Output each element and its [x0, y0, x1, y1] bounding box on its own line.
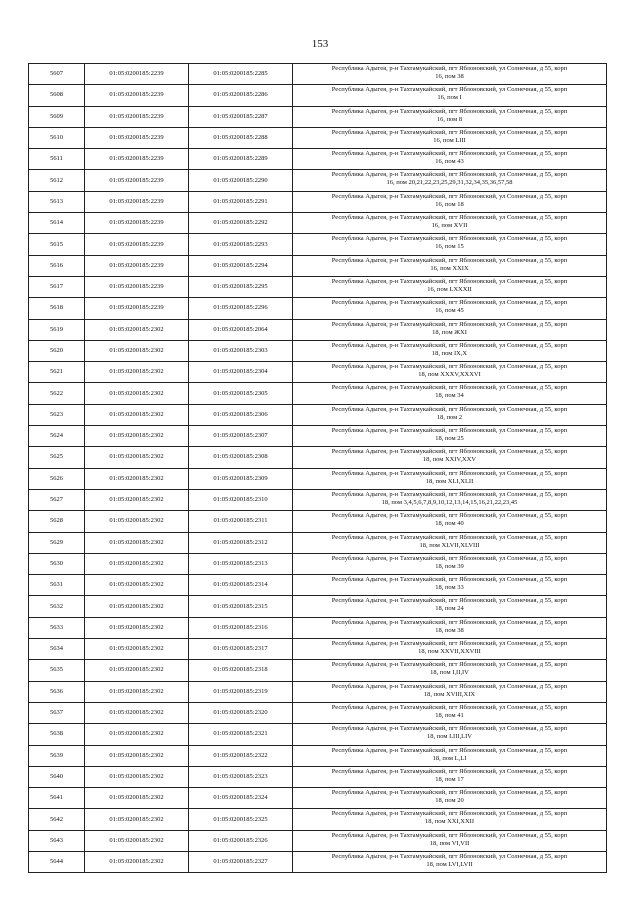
row-number-cell: 5642 — [29, 809, 85, 830]
parent-cadastral-number-cell: 01:05:0200185:2302 — [85, 596, 189, 617]
parent-cadastral-number-cell: 01:05:0200185:2302 — [85, 362, 189, 383]
row-number-cell: 5633 — [29, 617, 85, 638]
parent-cadastral-number-cell: 01:05:0200185:2302 — [85, 426, 189, 447]
object-cadastral-number-cell: 01:05:0200185:2286 — [189, 85, 293, 106]
object-cadastral-number-cell: 01:05:0200185:2327 — [189, 851, 293, 872]
object-cadastral-number-cell: 01:05:0200185:2320 — [189, 702, 293, 723]
table-row — [29, 362, 607, 383]
row-number-cell: 5631 — [29, 575, 85, 596]
row-number-cell: 5619 — [29, 319, 85, 340]
parent-cadastral-number-cell: 01:05:0200185:2239 — [85, 213, 189, 234]
table-body — [29, 64, 607, 873]
address-line-1: Республика Адыгея, р-н Тахтамукайский, пгт Яблоновский, ул Солнечная, д 55, корп — [331, 682, 568, 690]
table-row — [29, 596, 607, 617]
address-line-2: 18, пом VI,VII — [429, 839, 470, 847]
table-row — [29, 809, 607, 830]
table-row — [29, 255, 607, 276]
parent-cadastral-number-cell: 01:05:0200185:2302 — [85, 468, 189, 489]
row-number-cell: 5628 — [29, 511, 85, 532]
table-row — [29, 788, 607, 809]
object-cadastral-number-cell: 01:05:0200185:2291 — [189, 191, 293, 212]
address-line-2: 18, пом 3,4,5,6,7,8,9,10,12,13,14,15,16,21,22,23,45 — [381, 498, 518, 506]
object-cadastral-number-cell: 01:05:0200185:2303 — [189, 340, 293, 361]
object-cadastral-number-cell: 01:05:0200185:2312 — [189, 532, 293, 553]
table-row — [29, 170, 607, 191]
table-row — [29, 447, 607, 468]
row-number-cell: 5644 — [29, 851, 85, 872]
address-line-2: 16, пом 43 — [435, 158, 464, 166]
object-cadastral-number-cell: 01:05:0200185:2305 — [189, 383, 293, 404]
object-cadastral-number-cell: 01:05:0200185:2324 — [189, 788, 293, 809]
row-number-cell: 5637 — [29, 702, 85, 723]
parent-cadastral-number-cell: 01:05:0200185:2302 — [85, 404, 189, 425]
address-line-2: 18, пом LIII,LIV — [426, 733, 472, 741]
address-line-1: Республика Адыгея, р-н Тахтамукайский, пгт Яблоновский, ул Солнечная, д 55, корп — [331, 789, 568, 797]
address-line-2: 16, пом LXXXII — [427, 285, 472, 293]
address-line-1: Республика Адыгея, р-н Тахтамукайский, пгт Яблоновский, ул Солнечная, д 55, корп — [331, 405, 568, 413]
row-number-cell: 5629 — [29, 532, 85, 553]
table-row — [29, 276, 607, 297]
parent-cadastral-number-cell: 01:05:0200185:2239 — [85, 191, 189, 212]
address-line-1: Республика Адыгея, р-н Тахтамукайский, пгт Яблоновский, ул Солнечная, д 55, корп — [331, 427, 568, 435]
address-line-2: 18, пом XLI,XLII — [425, 477, 474, 485]
parent-cadastral-number-cell: 01:05:0200185:2302 — [85, 681, 189, 702]
address-line-1: Республика Адыгея, р-н Тахтамукайский, пгт Яблоновский, ул Солнечная, д 55, корп — [331, 490, 568, 498]
address-cell — [293, 276, 607, 297]
parent-cadastral-number-cell: 01:05:0200185:2302 — [85, 639, 189, 660]
parent-cadastral-number-cell: 01:05:0200185:2302 — [85, 319, 189, 340]
address-line-1: Республика Адыгея, р-н Тахтамукайский, пгт Яблоновский, ул Солнечная, д 55, корп — [331, 107, 568, 115]
row-number-cell: 5627 — [29, 489, 85, 510]
table-row — [29, 213, 607, 234]
object-cadastral-number-cell: 01:05:0200185:2323 — [189, 766, 293, 787]
object-cadastral-number-cell: 01:05:0200185:2316 — [189, 617, 293, 638]
address-line-2: 18, пом 17 — [435, 775, 464, 783]
table-row — [29, 617, 607, 638]
object-cadastral-number-cell: 01:05:0200185:2319 — [189, 681, 293, 702]
object-cadastral-number-cell: 01:05:0200185:2292 — [189, 213, 293, 234]
object-cadastral-number-cell: 01:05:0200185:2315 — [189, 596, 293, 617]
row-number-cell: 5618 — [29, 298, 85, 319]
address-cell — [293, 532, 607, 553]
address-line-1: Республика Адыгея, р-н Тахтамукайский, пгт Яблоновский, ул Солнечная, д 55, корп — [331, 767, 568, 775]
row-number-cell: 5614 — [29, 213, 85, 234]
parent-cadastral-number-cell: 01:05:0200185:2302 — [85, 851, 189, 872]
table-row — [29, 106, 607, 127]
address-line-1: Республика Адыгея, р-н Тахтамукайский, пгт Яблоновский, ул Солнечная, д 55, корп — [331, 277, 568, 285]
address-cell — [293, 319, 607, 340]
address-line-1: Республика Адыгея, р-н Тахтамукайский, пгт Яблоновский, ул Солнечная, д 55, корп — [331, 640, 568, 648]
address-cell — [293, 106, 607, 127]
address-cell — [293, 851, 607, 872]
object-cadastral-number-cell: 01:05:0200185:2321 — [189, 724, 293, 745]
parent-cadastral-number-cell: 01:05:0200185:2302 — [85, 830, 189, 851]
table-row — [29, 149, 607, 170]
address-line-1: Республика Адыгея, р-н Тахтамукайский, пгт Яблоновский, ул Солнечная, д 55, корп — [331, 384, 568, 392]
page-number: 153 — [311, 38, 329, 50]
address-cell — [293, 383, 607, 404]
address-line-1: Республика Адыгея, р-н Тахтамукайский, пгт Яблоновский, ул Солнечная, д 55, корп — [331, 831, 568, 839]
table-row — [29, 851, 607, 872]
address-line-2: 18, пом 40 — [435, 520, 464, 528]
address-cell — [293, 745, 607, 766]
parent-cadastral-number-cell: 01:05:0200185:2239 — [85, 64, 189, 85]
address-line-2: 16, пом XVII — [431, 222, 468, 230]
address-line-1: Республика Адыгея, р-н Тахтамукайский, пгт Яблоновский, ул Солнечная, д 55, корп — [331, 299, 568, 307]
parent-cadastral-number-cell: 01:05:0200185:2302 — [85, 766, 189, 787]
parent-cadastral-number-cell: 01:05:0200185:2239 — [85, 255, 189, 276]
table-row — [29, 127, 607, 148]
address-line-2: 18, пом IX,X — [431, 349, 468, 357]
object-cadastral-number-cell: 01:05:0200185:2307 — [189, 426, 293, 447]
address-line-1: Республика Адыгея, р-н Тахтамукайский, пгт Яблоновский, ул Солнечная, д 55, корп — [331, 597, 568, 605]
table-row — [29, 340, 607, 361]
address-line-1: Республика Адыгея, р-н Тахтамукайский, пгт Яблоновский, ул Солнечная, д 55, корп — [331, 703, 568, 711]
parent-cadastral-number-cell: 01:05:0200185:2239 — [85, 298, 189, 319]
address-cell — [293, 468, 607, 489]
address-line-2: 18, пом XXI,XXII — [425, 818, 474, 826]
address-line-1: Республика Адыгея, р-н Тахтамукайский, пгт Яблоновский, ул Солнечная, д 55, корп — [331, 618, 568, 626]
table-row — [29, 234, 607, 255]
address-line-2: 18, пом XXVII,XXVIII — [418, 648, 481, 656]
object-cadastral-number-cell: 01:05:0200185:2295 — [189, 276, 293, 297]
object-cadastral-number-cell: 01:05:0200185:2288 — [189, 127, 293, 148]
object-cadastral-number-cell: 01:05:0200185:2296 — [189, 298, 293, 319]
address-line-2: 16, пом 8 — [436, 115, 463, 123]
row-number-cell: 5624 — [29, 426, 85, 447]
address-cell — [293, 681, 607, 702]
address-line-1: Республика Адыгея, р-н Тахтамукайский, пгт Яблоновский, ул Солнечная, д 55, корп — [331, 150, 568, 158]
row-number-cell: 5634 — [29, 639, 85, 660]
parent-cadastral-number-cell: 01:05:0200185:2302 — [85, 660, 189, 681]
address-cell — [293, 511, 607, 532]
object-cadastral-number-cell: 01:05:0200185:2322 — [189, 745, 293, 766]
address-line-1: Республика Адыгея, р-н Тахтамукайский, пгт Яблоновский, ул Солнечная, д 55, корп — [331, 533, 568, 541]
table-row — [29, 298, 607, 319]
parent-cadastral-number-cell: 01:05:0200185:2302 — [85, 340, 189, 361]
address-cell — [293, 596, 607, 617]
object-cadastral-number-cell: 01:05:0200185:2309 — [189, 468, 293, 489]
property-register-table — [28, 63, 607, 873]
table-row — [29, 766, 607, 787]
parent-cadastral-number-cell: 01:05:0200185:2239 — [85, 127, 189, 148]
address-line-1: Республика Адыгея, р-н Тахтамукайский, пгт Яблоновский, ул Солнечная, д 55, корп — [331, 512, 568, 520]
address-line-2: 16, пом 45 — [435, 307, 464, 315]
address-line-2: 18, пом ЖXI — [432, 328, 467, 336]
address-line-2: 18, пом 33 — [435, 584, 464, 592]
address-line-1: Республика Адыгея, р-н Тахтамукайский, пгт Яблоновский, ул Солнечная, д 55, корп — [331, 256, 568, 264]
row-number-cell: 5625 — [29, 447, 85, 468]
address-cell — [293, 489, 607, 510]
parent-cadastral-number-cell: 01:05:0200185:2239 — [85, 85, 189, 106]
address-line-1: Республика Адыгея, р-н Тахтамукайский, пгт Яблоновский, ул Солнечная, д 55, корп — [331, 171, 568, 179]
object-cadastral-number-cell: 01:05:0200185:2304 — [189, 362, 293, 383]
parent-cadastral-number-cell: 01:05:0200185:2302 — [85, 511, 189, 532]
address-cell — [293, 404, 607, 425]
address-line-2: 18, пом 24 — [435, 605, 464, 613]
address-line-1: Республика Адыгея, р-н Тахтамукайский, пгт Яблоновский, ул Солнечная, д 55, корп — [331, 235, 568, 243]
object-cadastral-number-cell: 01:05:0200185:2326 — [189, 830, 293, 851]
object-cadastral-number-cell: 01:05:0200185:2308 — [189, 447, 293, 468]
row-number-cell: 5623 — [29, 404, 85, 425]
parent-cadastral-number-cell: 01:05:0200185:2302 — [85, 724, 189, 745]
object-cadastral-number-cell: 01:05:0200185:2294 — [189, 255, 293, 276]
object-cadastral-number-cell: 01:05:0200185:2311 — [189, 511, 293, 532]
object-cadastral-number-cell: 01:05:0200185:2314 — [189, 575, 293, 596]
table-row — [29, 64, 607, 85]
address-line-2: 16, пом I — [437, 94, 462, 102]
row-number-cell: 5621 — [29, 362, 85, 383]
address-cell — [293, 255, 607, 276]
address-line-2: 18, пом XXIV,XXV — [422, 456, 477, 464]
address-cell — [293, 724, 607, 745]
address-line-2: 18, пом 2 — [436, 413, 463, 421]
parent-cadastral-number-cell: 01:05:0200185:2239 — [85, 149, 189, 170]
parent-cadastral-number-cell: 01:05:0200185:2302 — [85, 745, 189, 766]
address-line-2: 16, пом XXIX — [430, 264, 469, 272]
row-number-cell: 5608 — [29, 85, 85, 106]
parent-cadastral-number-cell: 01:05:0200185:2302 — [85, 447, 189, 468]
address-line-2: 18, пом 38 — [435, 626, 464, 634]
table-row — [29, 553, 607, 574]
address-cell — [293, 575, 607, 596]
object-cadastral-number-cell: 01:05:0200185:2064 — [189, 319, 293, 340]
object-cadastral-number-cell: 01:05:0200185:2317 — [189, 639, 293, 660]
address-cell — [293, 830, 607, 851]
address-line-1: Республика Адыгея, р-н Тахтамукайский, пгт Яблоновский, ул Солнечная, д 55, корп — [331, 192, 568, 200]
object-cadastral-number-cell: 01:05:0200185:2306 — [189, 404, 293, 425]
table-row — [29, 511, 607, 532]
address-line-2: 16, пом 20,21,22,23,25,29,31,32,34,35,36,57,58 — [386, 179, 513, 187]
parent-cadastral-number-cell: 01:05:0200185:2302 — [85, 553, 189, 574]
row-number-cell: 5610 — [29, 127, 85, 148]
parent-cadastral-number-cell: 01:05:0200185:2239 — [85, 234, 189, 255]
row-number-cell: 5638 — [29, 724, 85, 745]
address-line-1: Республика Адыгея, р-н Тахтамукайский, пгт Яблоновский, ул Солнечная, д 55, корп — [331, 448, 568, 456]
object-cadastral-number-cell: 01:05:0200185:2287 — [189, 106, 293, 127]
address-line-1: Республика Адыгея, р-н Тахтамукайский, пгт Яблоновский, ул Солнечная, д 55, корп — [331, 576, 568, 584]
row-number-cell: 5641 — [29, 788, 85, 809]
address-cell — [293, 809, 607, 830]
address-cell — [293, 127, 607, 148]
address-cell — [293, 617, 607, 638]
parent-cadastral-number-cell: 01:05:0200185:2302 — [85, 617, 189, 638]
row-number-cell: 5615 — [29, 234, 85, 255]
address-line-2: 18, пом XLVII,XLVIII — [419, 541, 480, 549]
table-row — [29, 489, 607, 510]
table-row — [29, 191, 607, 212]
address-line-1: Республика Адыгея, р-н Тахтамукайский, пгт Яблоновский, ул Солнечная, д 55, корп — [331, 341, 568, 349]
address-line-2: 18, пом L,LI — [432, 754, 467, 762]
row-number-cell: 5607 — [29, 64, 85, 85]
row-number-cell: 5620 — [29, 340, 85, 361]
address-line-1: Республика Адыгея, р-н Тахтамукайский, пгт Яблоновский, ул Солнечная, д 55, корп — [331, 725, 568, 733]
row-number-cell: 5643 — [29, 830, 85, 851]
address-line-2: 18, пом LVI,LVII — [426, 860, 473, 868]
parent-cadastral-number-cell: 01:05:0200185:2239 — [85, 106, 189, 127]
address-line-1: Республика Адыгея, р-н Тахтамукайский, пгт Яблоновский, ул Солнечная, д 55, корп — [331, 363, 568, 371]
row-number-cell: 5609 — [29, 106, 85, 127]
row-number-cell: 5612 — [29, 170, 85, 191]
parent-cadastral-number-cell: 01:05:0200185:2302 — [85, 575, 189, 596]
row-number-cell: 5622 — [29, 383, 85, 404]
table-row — [29, 532, 607, 553]
address-line-1: Республика Адыгея, р-н Тахтамукайский, пгт Яблоновский, ул Солнечная, д 55, корп — [331, 214, 568, 222]
address-cell — [293, 553, 607, 574]
row-number-cell: 5635 — [29, 660, 85, 681]
address-line-2: 16, пом 18 — [435, 200, 464, 208]
address-line-1: Республика Адыгея, р-н Тахтамукайский, пгт Яблоновский, ул Солнечная, д 55, корп — [331, 320, 568, 328]
table-row — [29, 468, 607, 489]
address-line-2: 18, пом I,II,IV — [430, 669, 469, 677]
address-cell — [293, 340, 607, 361]
table-row — [29, 745, 607, 766]
address-cell — [293, 149, 607, 170]
object-cadastral-number-cell: 01:05:0200185:2325 — [189, 809, 293, 830]
table-row — [29, 404, 607, 425]
object-cadastral-number-cell: 01:05:0200185:2313 — [189, 553, 293, 574]
address-cell — [293, 362, 607, 383]
row-number-cell: 5639 — [29, 745, 85, 766]
row-number-cell: 5611 — [29, 149, 85, 170]
row-number-cell: 5613 — [29, 191, 85, 212]
address-line-1: Республика Адыгея, р-н Тахтамукайский, пгт Яблоновский, ул Солнечная, д 55, корп — [331, 810, 568, 818]
address-line-1: Республика Адыгея, р-н Тахтамукайский, пгт Яблоновский, ул Солнечная, д 55, корп — [331, 661, 568, 669]
address-cell — [293, 639, 607, 660]
address-line-2: 18, пом 25 — [435, 435, 464, 443]
table-row — [29, 681, 607, 702]
parent-cadastral-number-cell: 01:05:0200185:2302 — [85, 383, 189, 404]
table-row — [29, 85, 607, 106]
table-row — [29, 426, 607, 447]
object-cadastral-number-cell: 01:05:0200185:2293 — [189, 234, 293, 255]
row-number-cell: 5636 — [29, 681, 85, 702]
row-number-cell: 5617 — [29, 276, 85, 297]
row-number-cell: 5616 — [29, 255, 85, 276]
address-cell — [293, 170, 607, 191]
row-number-cell: 5632 — [29, 596, 85, 617]
object-cadastral-number-cell: 01:05:0200185:2285 — [189, 64, 293, 85]
parent-cadastral-number-cell: 01:05:0200185:2302 — [85, 489, 189, 510]
address-cell — [293, 788, 607, 809]
address-line-1: Республика Адыгея, р-н Тахтамукайский, пгт Яблоновский, ул Солнечная, д 55, корп — [331, 65, 568, 72]
address-line-1: Республика Адыгея, р-н Тахтамукайский, пгт Яблоновский, ул Солнечная, д 55, корп — [331, 469, 568, 477]
address-cell — [293, 447, 607, 468]
parent-cadastral-number-cell: 01:05:0200185:2239 — [85, 170, 189, 191]
address-line-1: Республика Адыгея, р-н Тахтамукайский, пгт Яблоновский, ул Солнечная, д 55, корп — [331, 128, 568, 136]
row-number-cell: 5640 — [29, 766, 85, 787]
address-line-2: 18, пом XVIII,XIX — [423, 690, 476, 698]
parent-cadastral-number-cell: 01:05:0200185:2302 — [85, 809, 189, 830]
object-cadastral-number-cell: 01:05:0200185:2290 — [189, 170, 293, 191]
address-line-1: Республика Адыгея, р-н Тахтамукайский, пгт Яблоновский, ул Солнечная, д 55, корп — [331, 852, 568, 860]
address-cell — [293, 426, 607, 447]
address-line-2: 16, пом 15 — [435, 243, 464, 251]
row-number-cell: 5626 — [29, 468, 85, 489]
address-cell — [293, 234, 607, 255]
row-number-cell: 5630 — [29, 553, 85, 574]
address-line-2: 16, пом LIII — [433, 136, 466, 144]
address-cell — [293, 64, 607, 85]
table-row — [29, 639, 607, 660]
parent-cadastral-number-cell: 01:05:0200185:2302 — [85, 532, 189, 553]
table-row — [29, 383, 607, 404]
table-row — [29, 702, 607, 723]
object-cadastral-number-cell: 01:05:0200185:2289 — [189, 149, 293, 170]
address-line-2: 18, пом 39 — [435, 562, 464, 570]
object-cadastral-number-cell: 01:05:0200185:2310 — [189, 489, 293, 510]
parent-cadastral-number-cell: 01:05:0200185:2302 — [85, 702, 189, 723]
address-line-1: Республика Адыгея, р-н Тахтамукайский, пгт Яблоновский, ул Солнечная, д 55, корп — [331, 746, 568, 754]
address-cell — [293, 660, 607, 681]
address-line-2: 16, пом 38 — [435, 73, 464, 80]
address-cell — [293, 213, 607, 234]
address-line-2: 18, пом XXXV,XXXVI — [418, 371, 481, 379]
parent-cadastral-number-cell: 01:05:0200185:2302 — [85, 788, 189, 809]
address-cell — [293, 191, 607, 212]
address-cell — [293, 766, 607, 787]
parent-cadastral-number-cell: 01:05:0200185:2239 — [85, 276, 189, 297]
address-cell — [293, 85, 607, 106]
address-cell — [293, 702, 607, 723]
table-row — [29, 724, 607, 745]
address-cell — [293, 298, 607, 319]
address-line-2: 18, пом 41 — [435, 711, 464, 719]
table-row — [29, 575, 607, 596]
address-line-1: Республика Адыгея, р-н Тахтамукайский, пгт Яблоновский, ул Солнечная, д 55, корп — [331, 86, 568, 94]
table-row — [29, 830, 607, 851]
object-cadastral-number-cell: 01:05:0200185:2318 — [189, 660, 293, 681]
table-row — [29, 660, 607, 681]
address-line-2: 18, пом 34 — [435, 392, 464, 400]
address-line-1: Республика Адыгея, р-н Тахтамукайский, пгт Яблоновский, ул Солнечная, д 55, корп — [331, 554, 568, 562]
address-line-2: 18, пом 20 — [435, 797, 464, 805]
table-row — [29, 319, 607, 340]
